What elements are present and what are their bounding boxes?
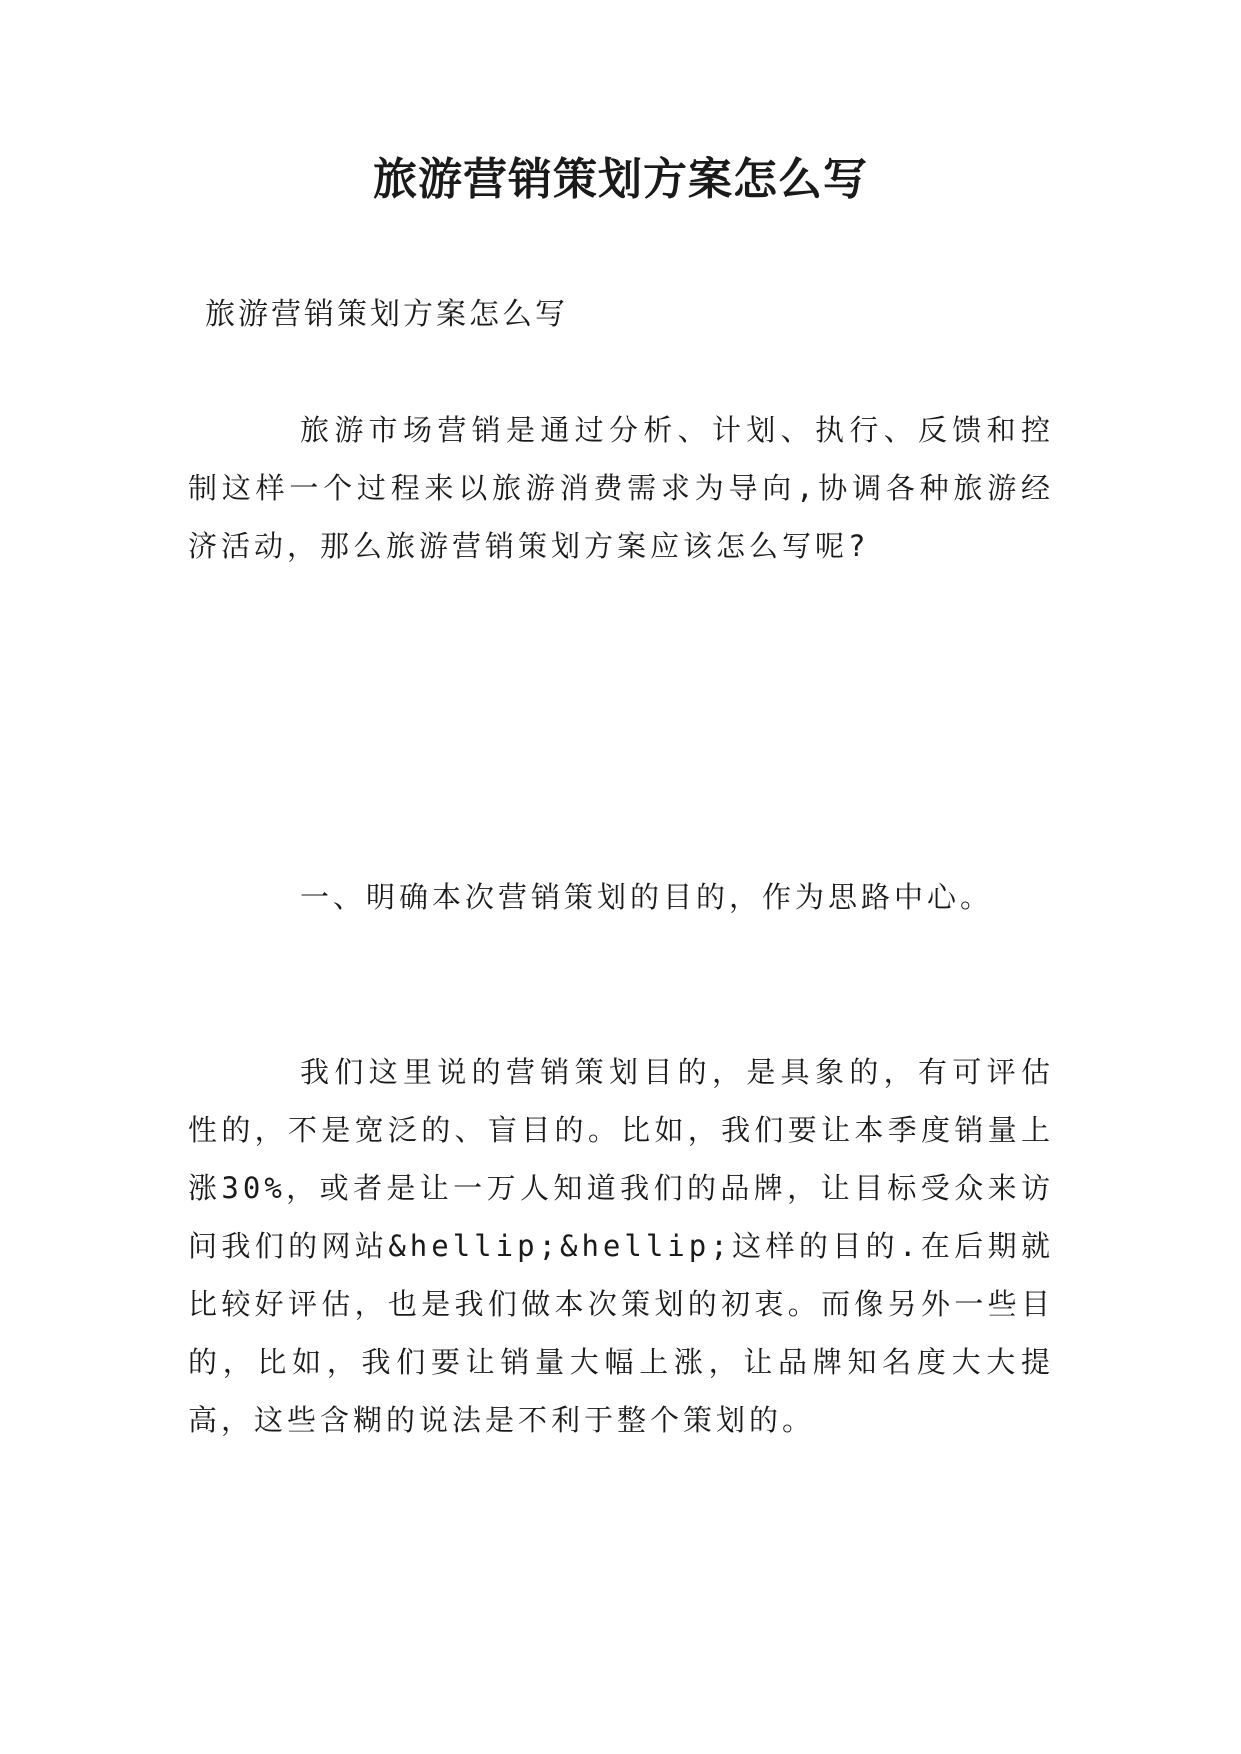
paragraph-section-heading: 一、明确本次营销策划的目的，作为思路中心。 xyxy=(300,880,994,914)
paragraph-body: 我们这里说的营销策划目的，是具象的，有可评估性的，不是宽泛的、盲目的。比如，我们要让本季度销量上涨30%，或者是让一万人知道我们的品牌，让目标受众来访问我们的网站&hellip;&hellip;这样的目的.在后期就比较好评估，也是我们做本次策划的初衷。而像另外一些目的，比如，我们要让销量大幅上涨，让品牌知名度大大提高，这些含糊的说法是不利于整个策划的。 xyxy=(188,1055,1054,1437)
document-subtitle: 旅游营销策划方案怎么写 xyxy=(205,297,568,332)
paragraph-intro: 旅游市场营销是通过分析、计划、执行、反馈和控制这样一个过程来以旅游消费需求为导向,协调各种旅游经济活动，那么旅游营销策划方案应该怎么写呢? xyxy=(188,413,1054,563)
document-title: 旅游营销策划方案怎么写 xyxy=(373,154,868,205)
